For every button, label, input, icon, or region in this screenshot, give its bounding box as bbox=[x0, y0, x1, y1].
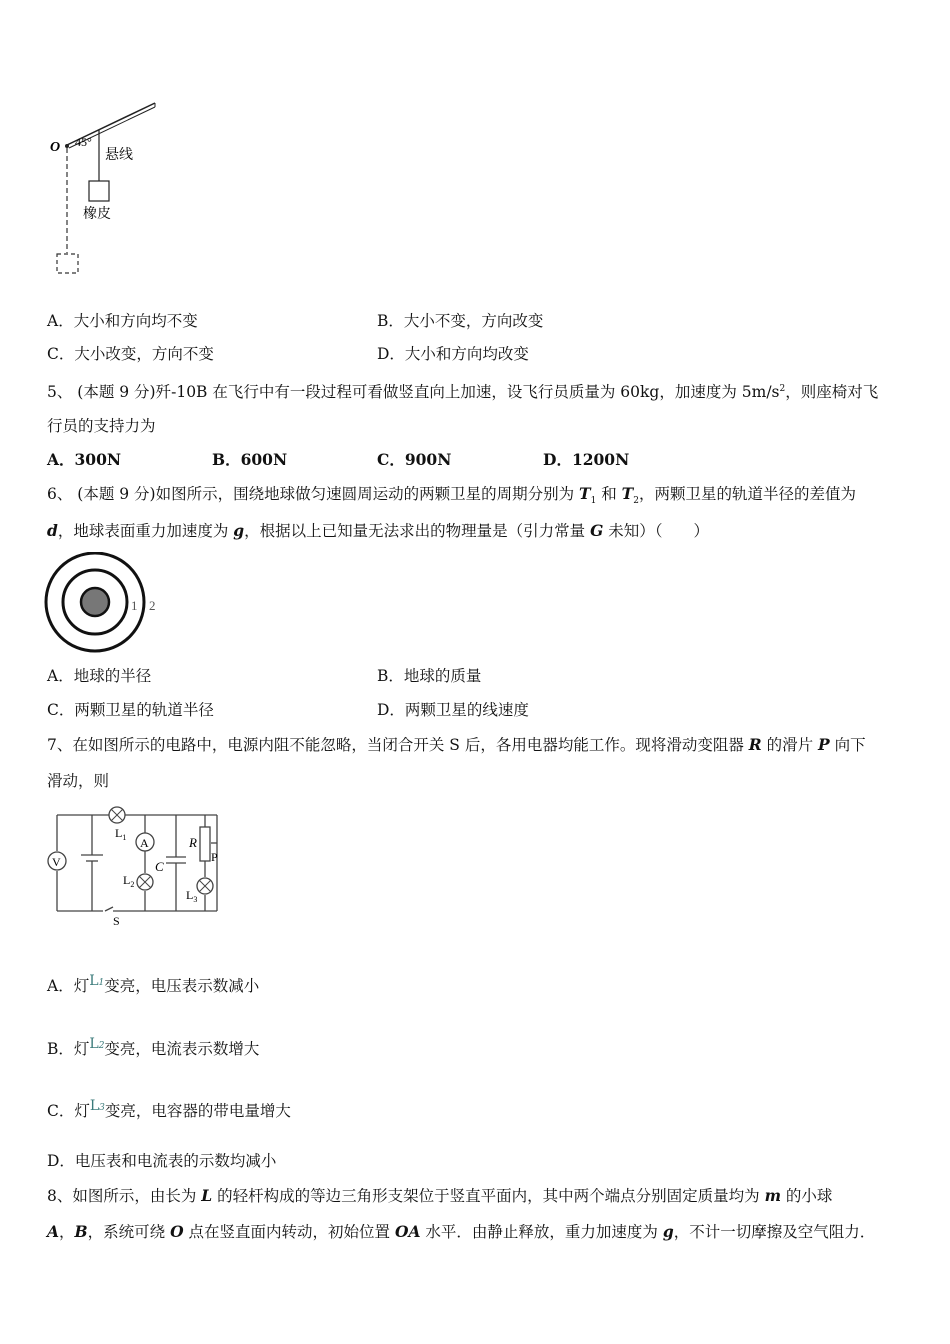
q5-stem-line1: 5、 (本题 9 分)歼-10B 在飞行中有一段过程可看做竖直向上加速，设飞行员质量为 60kg，加速度为 $5m/s^2$，则座椅对飞 bbox=[47, 383, 879, 402]
q6-stem-line1: 6、 (本题 9 分)如图所示，围绕地球做匀速圆周运动的两颗卫星的周期分别为 $T_1$ 和 $T_2$，两颗卫星的轨道半径的差值为 bbox=[47, 484, 856, 507]
q6-stem-line2: d，地球表面重力加速度为 g，根据以上已知量无法求出的物理量是（引力常量 G 未知）（ ） bbox=[47, 521, 709, 540]
q4-option-b: B．大小不变，方向改变 bbox=[377, 312, 544, 330]
q5-option-d: D．1200N bbox=[543, 450, 630, 469]
q6-option-a: A．地球的半径 bbox=[47, 667, 152, 685]
q5-stem-line2: 行员的支持力为 bbox=[47, 417, 156, 435]
q5-option-c: C．900N bbox=[377, 450, 452, 469]
q5-option-b: B．600N bbox=[212, 450, 288, 469]
q7-option-d: D．电压表和电流表的示数均减小 bbox=[47, 1152, 277, 1170]
switch-label: S bbox=[113, 914, 120, 928]
q4-option-d: D．大小和方向均改变 bbox=[377, 345, 529, 363]
q4-option-c: C．大小改变，方向不变 bbox=[47, 345, 214, 363]
capacitor-label: C bbox=[155, 859, 164, 874]
l2-label: $L_2$ bbox=[123, 873, 135, 889]
ammeter-label: A bbox=[140, 836, 149, 850]
q5-option-a: A．300N bbox=[47, 450, 122, 469]
q7-option-c: C．灯L3变亮，电容器的带电量增大 bbox=[47, 1098, 291, 1120]
angle-label: 45° bbox=[75, 135, 92, 149]
q6-option-d: D．两颗卫星的线速度 bbox=[377, 701, 529, 719]
circuit-figure bbox=[45, 803, 225, 928]
block-label: 橡皮 bbox=[83, 207, 111, 222]
q8-stem-line1: 8、如图所示，由长为 L 的轻杆构成的等边三角形支架位于竖直平面内，其中两个端点分别固定质量均为 m 的小球 bbox=[47, 1186, 833, 1205]
q8-stem-line2: A，B，系统可绕 O 点在竖直面内转动，初始位置 OA 水平．由静止释放，重力加速度为 g，不计一切摩擦及空气阻力． bbox=[47, 1222, 876, 1241]
q7-stem-line2: 滑动，则 bbox=[47, 772, 110, 790]
q6-option-b: B．地球的质量 bbox=[377, 667, 482, 685]
eraser-block bbox=[89, 181, 109, 201]
l3-label: $L_3$ bbox=[186, 888, 198, 904]
voltmeter-label: V bbox=[52, 855, 61, 869]
q4-option-a: A．大小和方向均不变 bbox=[47, 312, 198, 330]
orbit-figure bbox=[40, 552, 170, 657]
dashed-block bbox=[57, 254, 78, 273]
pendulum-figure bbox=[45, 95, 165, 280]
q7-option-a: A．灯L1变亮，电压表示数减小 bbox=[47, 973, 260, 995]
slider-label: P bbox=[211, 850, 218, 864]
orbit-label-2: 2 bbox=[149, 598, 156, 613]
q6-option-c: C．两颗卫星的轨道半径 bbox=[47, 701, 214, 719]
label-o: O bbox=[50, 140, 61, 155]
rheostat-label: R bbox=[189, 835, 197, 850]
string-label: 悬线 bbox=[105, 148, 133, 163]
earth bbox=[81, 588, 109, 616]
q7-stem-line1: 7、在如图所示的电路中，电源内阻不能忽略，当闭合开关 S 后，各用电器均能工作。现将滑动变阻器 R 的滑片 P 向下 bbox=[47, 735, 866, 754]
q7-option-b: B．灯L2变亮，电流表示数增大 bbox=[47, 1036, 260, 1058]
l1-label: $L_1$ bbox=[115, 826, 127, 842]
orbit-label-1: 1 bbox=[131, 598, 138, 613]
